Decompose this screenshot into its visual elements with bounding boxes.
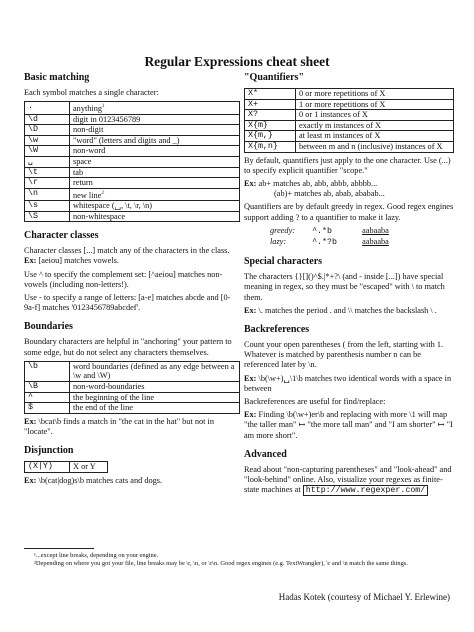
basic-matching-row-symbol: \n [25, 188, 70, 200]
basic-matching-row-symbol: \d [25, 114, 70, 125]
quantifier-row [245, 110, 454, 121]
footnote-1: ¹...except line breaks, depending on your engine. [34, 552, 159, 559]
footnotes [24, 552, 454, 568]
quantifiers-greedy-text: Quantifiers are by default greedy in regex. Good regex engines support adding ? to a quantifier to make it lazy. [244, 202, 454, 222]
boundaries-section [24, 321, 240, 437]
quantifier-row-symbol: X* [245, 89, 296, 100]
special-characters-heading: Special characters [244, 256, 323, 268]
basic-matching-row-description: non-digit [70, 125, 240, 136]
left-column [24, 72, 240, 494]
boundaries-intro: Boundary characters are helpful in "anchoring" your pattern to some edge, but do not select any characters themselves. [24, 337, 232, 357]
boundary-row-symbol: $ [25, 403, 70, 414]
boundaries-heading: Boundaries [24, 321, 73, 333]
backreferences-find-replace: Backreferences are useful for find/replace: [244, 397, 386, 407]
basic-matching-row [25, 102, 240, 114]
advanced-text: Read about "non-capturing parentheses" and "look-ahead" and "look-behind" online. Also, visualize your regexes as finite-state machines at http://www.regexper.com/ [244, 464, 452, 496]
disjunction-heading: Disjunction [24, 445, 74, 457]
quantifier-row-symbol: X{m,} [245, 131, 296, 142]
special-characters-example: Ex: \. matches the period . and \\ matches the backslash \ . [244, 305, 437, 315]
disjunction-section [24, 445, 240, 486]
character-classes-p2: Use ^ to specify the complement set: [^aeiou] matches non-vowels (including non-letters!). [24, 269, 223, 289]
quantifier-row [245, 89, 454, 100]
quantifier-row-symbol: X+ [245, 99, 296, 110]
boundary-row [25, 382, 240, 393]
footnote-marker: 1 [102, 103, 105, 110]
special-characters-section [244, 256, 454, 316]
boundaries-example: Ex: \bcat\b finds a match in "the cat in the hat" but not in "locate". [24, 416, 214, 437]
quantifier-row [245, 131, 454, 142]
backreferences-example-1: Ex: \b(\w+)␣\1\b matches two identical words with a space in between [244, 373, 452, 393]
boundary-row-symbol: \b [25, 361, 70, 381]
quantifier-row-symbol: X{m} [245, 120, 296, 131]
quantifier-row-description: 0 or 1 instances of X [296, 110, 454, 121]
quantifiers-example: Ex: ab+ matches ab, abb, abbb, abbbb... [244, 178, 378, 188]
footnote-marker: 2 [101, 189, 105, 196]
boundary-row [25, 403, 240, 414]
basic-matching-row-symbol: \s [25, 201, 70, 212]
quantifier-row-symbol: X? [245, 110, 296, 121]
basic-matching-row-description: whitespace (␣, \t, \r, \n) [70, 201, 240, 212]
basic-matching-row [25, 146, 240, 157]
boundary-row-description: word boundaries (defined as any edge between a \w and \W) [70, 361, 240, 381]
author-credit: Hadas Kotek (courtesy of Michael Y. Erlewine) [278, 592, 450, 602]
basic-matching-row [25, 135, 240, 146]
basic-matching-row-description: space [70, 156, 240, 167]
basic-matching-heading: Basic matching [24, 72, 90, 83]
basic-matching-row-description: non-word [70, 146, 240, 157]
quantifier-row [245, 141, 454, 152]
disjunction-row [25, 462, 108, 473]
basic-matching-row-description: tab [70, 167, 240, 178]
lazy-row: lazy: ^.*?b aabaaba [270, 236, 389, 247]
backreferences-example-2: Ex: Finding \b(\w+)er\b and replacing with more \1 will map "the taller man" ↦ "the more tall man" and "I am shorter" ↦ "I am more short". [244, 410, 453, 440]
quantifier-row-description: at least m instances of X [296, 131, 454, 142]
backreferences-heading: Backreferences [244, 324, 310, 335]
page-title: Regular Expressions cheat sheet [144, 54, 330, 69]
basic-matching-row-symbol: ␣ [25, 156, 70, 167]
character-classes-p1: Character classes [...] match any of the characters in the class. Ex: [aeiou] matches vowels. [24, 246, 230, 266]
quantifier-row [245, 120, 454, 131]
basic-matching-row-description: return [70, 178, 240, 189]
basic-matching-row [25, 211, 240, 222]
basic-matching-row-description: "word" (letters and digits and _) [70, 135, 240, 146]
basic-matching-row-description: non-whitespace [70, 211, 240, 222]
advanced-section [244, 449, 454, 497]
greedy-row: greedy: ^.*b aabaaba [270, 225, 389, 236]
quantifiers-heading: "Quantifiers" [244, 72, 304, 83]
quantifier-row-description: exactly m instances of X [296, 120, 454, 131]
backreferences-section [244, 324, 454, 441]
disjunction-example: Ex: \b(cat|dog)s\b matches cats and dogs. [24, 475, 163, 485]
quantifier-row-description: 1 or more repetitions of X [296, 99, 454, 110]
basic-matching-row-description: anything$^1$ [70, 102, 240, 114]
quantifiers-scope-text: By default, quantifiers just apply to the one character. Use (...) to specify explicit quantifier "scope." [244, 155, 451, 175]
boundary-row [25, 392, 240, 403]
basic-matching-table [24, 101, 240, 222]
basic-matching-row-symbol: . [25, 102, 70, 114]
basic-matching-row [25, 167, 240, 178]
quantifiers-table [244, 88, 454, 153]
boundary-row-description: the end of the line [70, 403, 240, 414]
special-characters-text: The characters {}[]()^$.|*+?\ (and - inside [...]) have special meaning in regex, so they must be "escaped" with \ to match them. [244, 272, 445, 302]
boundary-row-symbol: \B [25, 382, 70, 393]
basic-matching-row-symbol: \r [25, 178, 70, 189]
regexper-link[interactable]: http://www.regexper.com/ [303, 485, 429, 496]
quantifiers-section [244, 72, 454, 248]
boundary-row-symbol: ^ [25, 392, 70, 403]
disjunction-row-symbol: (X|Y) [25, 462, 70, 473]
boundary-row [25, 361, 240, 381]
right-column [244, 72, 454, 504]
quantifier-row-description: 0 or more repetitions of X [296, 89, 454, 100]
basic-matching-row [25, 125, 240, 136]
basic-matching-row [25, 114, 240, 125]
footnote-divider [24, 548, 94, 549]
basic-matching-row-symbol: \w [25, 135, 70, 146]
backreferences-text: Count your open parentheses ( from the left, starting with 1. Whatever is matched by parenthesis number n can be referenced later by \n. [244, 340, 444, 370]
basic-matching-row [25, 188, 240, 200]
basic-matching-row [25, 178, 240, 189]
advanced-heading: Advanced [244, 448, 287, 460]
quantifier-row-symbol: X{m,n} [245, 141, 296, 152]
footnote-2: ²Depending on where you got your file, line breaks may be \r, \n, or \r\n. Good regex engines (e.g. TextWrangler), \r and \n match the same things. [34, 560, 408, 567]
character-classes-heading: Character classes [24, 230, 99, 242]
disjunction-row-description: X or Y [70, 462, 108, 473]
character-classes-p3: Use - to specify a range of letters: [a-e] matches abcde and [0-9a-f] matches '0123456789abcdef'. [24, 293, 231, 313]
basic-matching-row-description: new line$^2$ [70, 188, 240, 200]
basic-matching-row-description: digit in 0123456789 [70, 114, 240, 125]
character-classes-section [24, 230, 240, 313]
basic-matching-section [24, 72, 240, 222]
basic-matching-row-symbol: \D [25, 125, 70, 136]
disjunction-table [24, 461, 108, 473]
basic-matching-intro: Each symbol matches a single character: [24, 88, 159, 97]
quantifier-row-description: between m and n (inclusive) instances of X [296, 141, 454, 152]
basic-matching-row-symbol: \t [25, 167, 70, 178]
quantifier-row [245, 99, 454, 110]
basic-matching-row-symbol: \W [25, 146, 70, 157]
boundary-row-description: non-word-boundaries [70, 382, 240, 393]
quantifiers-example-2: (ab)+ matches ab, abab, ababab... [274, 189, 385, 199]
basic-matching-row [25, 156, 240, 167]
boundaries-table [24, 361, 240, 414]
basic-matching-row [25, 201, 240, 212]
basic-matching-row-symbol: \S [25, 211, 70, 222]
boundary-row-description: the beginning of the line [70, 392, 240, 403]
